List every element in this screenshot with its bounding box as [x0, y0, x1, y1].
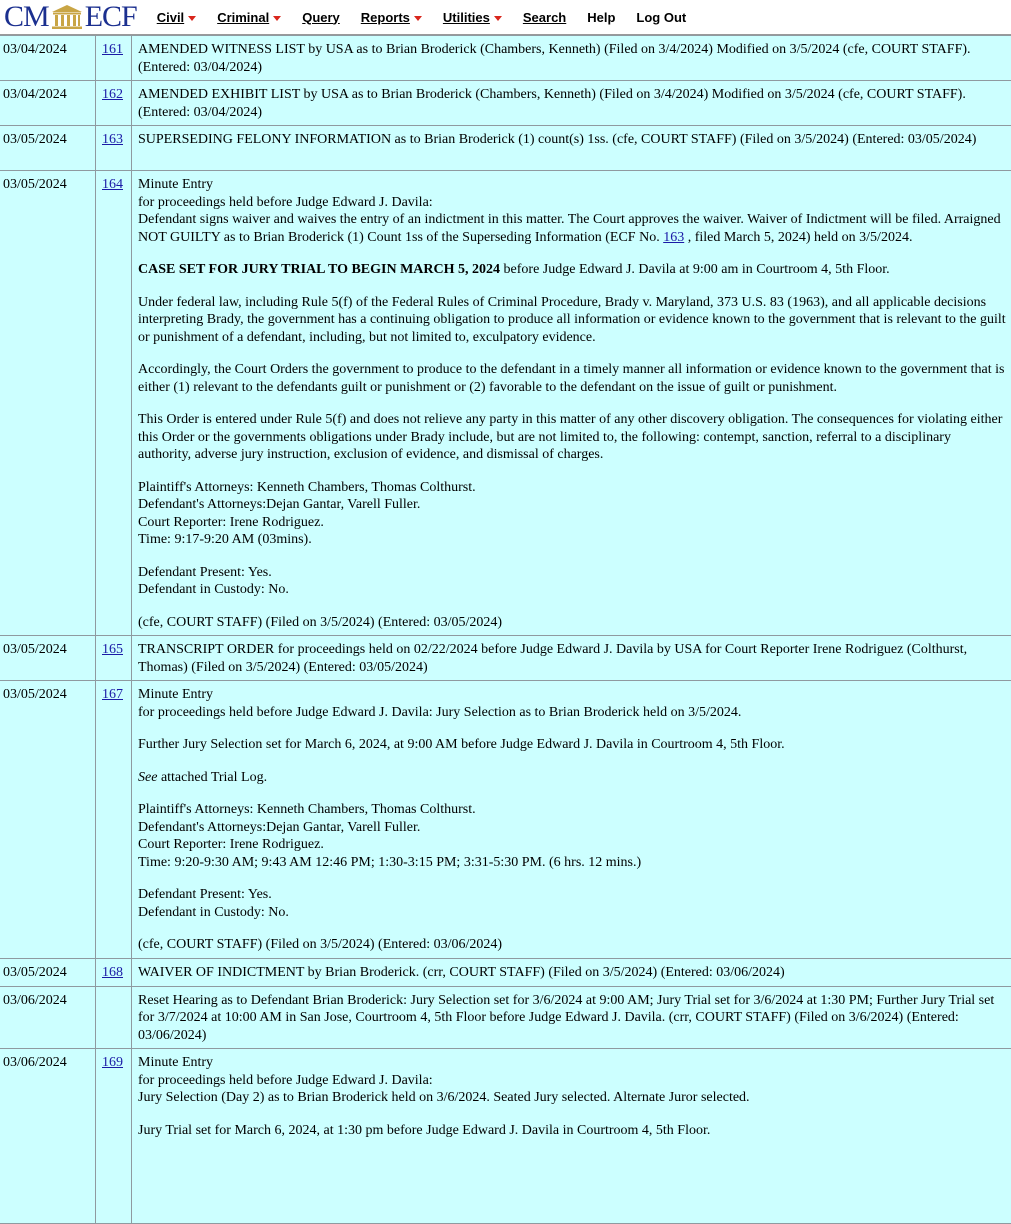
minute-entry-heading: Minute Entry: [138, 176, 1006, 194]
caret-down-icon: [188, 16, 196, 21]
entry-number-cell: [96, 81, 132, 126]
defendant-present: Defendant Present: Yes.: [138, 564, 1006, 582]
defendant-attorneys: Defendant's Attorneys:Dejan Gantar, Varell Fuller.: [138, 496, 1006, 514]
minute-entry-heading: Minute Entry: [138, 686, 1006, 704]
time-line: Time: 9:17-9:20 AM (03mins).: [138, 531, 1006, 549]
main-menu: [157, 10, 708, 25]
proceedings-line: for proceedings held before Judge Edward J. Davila:: [138, 1072, 1006, 1090]
entry-number-cell: [96, 36, 132, 81]
menu-utilities-label: Utilities: [443, 10, 490, 25]
jury-trial-set: Jury Trial set for March 6, 2024, at 1:30 pm before Judge Edward J. Davila in Courtroom 4, 5th Floor.: [138, 1122, 1006, 1140]
rule-5f-paragraph: This Order is entered under Rule 5(f) and does not relieve any party in this matter of any other discovery obligation. The consequences for violating either this Order or the governments obligations under Brady include, but are not limited to, the following: contempt, sanction, referral to a disciplinary authority, adverse jury instruction, exclusion of evidence, and dismissal of charges.: [138, 411, 1006, 464]
defendant-attorneys: Defendant's Attorneys:Dejan Gantar, Varell Fuller.: [138, 819, 1006, 837]
court-reporter: Court Reporter: Irene Rodriguez.: [138, 836, 1006, 854]
table-row: [0, 636, 1011, 681]
entry-text: SUPERSEDING FELONY INFORMATION as to Brian Broderick (1) count(s) 1ss. (cfe, COURT STAFF) (Filed on 3/5/2024) (Entered: 03/05/2024): [132, 126, 1011, 171]
menu-logout-label: Log Out: [636, 10, 686, 25]
minute-entry-heading: Minute Entry: [138, 1054, 1006, 1072]
menu-reports[interactable]: [361, 10, 422, 25]
entry-text: [132, 681, 1011, 959]
menu-query-label: Query: [302, 10, 340, 25]
entry-number-link[interactable]: 169: [102, 1055, 123, 1070]
table-row: [0, 126, 1011, 171]
court-orders-paragraph: Accordingly, the Court Orders the government to produce to the defendant in a timely manner all information or evidence known to the government that is either (1) relevant to the defendants guilt or punishment or (2) favorable to the defendant on the issue of guilt or punishment.: [138, 361, 1006, 396]
docket-table: [0, 35, 1011, 1224]
courthouse-icon: [50, 3, 84, 31]
entry-date: 03/05/2024: [0, 958, 96, 986]
entry-date: 03/05/2024: [0, 126, 96, 171]
entry-text: Reset Hearing as to Defendant Brian Broderick: Jury Selection set for 3/6/2024 at 9:00 AM; Jury Trial set for 3/6/2024 at 1:30 PM; Further Jury Trial set for 3/7/2024 at 10:00 AM in San Jose, Courtroom 4, 5th Floor before Judge Edward J. Davila. (crr, COURT STAFF) (Filed on 3/6/2024) (Entered: 03/06/2024): [132, 986, 1011, 1049]
menu-civil-label: Civil: [157, 10, 184, 25]
entry-number-link[interactable]: 164: [102, 177, 123, 192]
entry-number-link[interactable]: 165: [102, 642, 123, 657]
attorneys-block: [138, 801, 1006, 871]
top-nav-bar: [0, 0, 1011, 35]
table-row: [0, 958, 1011, 986]
menu-criminal[interactable]: [217, 10, 281, 25]
menu-help[interactable]: [587, 10, 615, 25]
entry-date: 03/05/2024: [0, 171, 96, 636]
entry-text: AMENDED WITNESS LIST by USA as to Brian Broderick (Chambers, Kenneth) (Filed on 3/4/2024) Modified on 3/5/2024 (cfe, COURT STAFF). (Entered: 03/04/2024): [132, 36, 1011, 81]
ecf-163-link[interactable]: 163: [663, 230, 684, 245]
caret-down-icon: [414, 16, 422, 21]
proceedings-line: for proceedings held before Judge Edward J. Davila: Jury Selection as to Brian Broderick held on 3/5/2024.: [138, 704, 1006, 722]
arraignment-text-start: Defendant signs waiver and waives the entry of an indictment in this matter. The Court approves the waiver. Waiver of Indictment will be filed. Arraigned NOT GUILTY as to Brian Broderick (1) Count 1ss of the Superseding Information (ECF No.: [138, 212, 1001, 245]
menu-civil[interactable]: [157, 10, 196, 25]
plaintiff-attorneys: Plaintiff's Attorneys: Kenneth Chambers, Thomas Colthurst.: [138, 479, 1006, 497]
caret-down-icon: [494, 16, 502, 21]
table-row: [0, 986, 1011, 1049]
entry-date: 03/06/2024: [0, 986, 96, 1049]
menu-search[interactable]: [523, 10, 566, 25]
entry-date: 03/05/2024: [0, 681, 96, 959]
cmecf-logo[interactable]: [0, 0, 137, 34]
menu-reports-label: Reports: [361, 10, 410, 25]
menu-search-label: Search: [523, 10, 566, 25]
entry-footer: (cfe, COURT STAFF) (Filed on 3/5/2024) (Entered: 03/05/2024): [138, 614, 1006, 632]
proceedings-line: for proceedings held before Judge Edward J. Davila:: [138, 194, 1006, 212]
attorneys-block: [138, 479, 1006, 549]
entry-text: [132, 171, 1011, 636]
table-row: [0, 81, 1011, 126]
menu-query[interactable]: [302, 10, 340, 25]
jury-selection-line: Jury Selection (Day 2) as to Brian Broderick held on 3/6/2024. Seated Jury selected. Alternate Juror selected.: [138, 1089, 1006, 1107]
trial-log-note: [138, 769, 1006, 787]
defendant-custody: Defendant in Custody: No.: [138, 904, 1006, 922]
entry-date: 03/06/2024: [0, 1049, 96, 1224]
entry-number-link[interactable]: 167: [102, 687, 123, 702]
entry-date: 03/04/2024: [0, 81, 96, 126]
logo-text-left: CM: [4, 0, 49, 34]
table-row: [0, 681, 1011, 959]
plaintiff-attorneys: Plaintiff's Attorneys: Kenneth Chambers, Thomas Colthurst.: [138, 801, 1006, 819]
table-row: [0, 36, 1011, 81]
entry-date: 03/05/2024: [0, 636, 96, 681]
caret-down-icon: [273, 16, 281, 21]
entry-number-cell: [96, 1049, 132, 1224]
trial-log-rest: attached Trial Log.: [157, 770, 267, 785]
court-reporter: Court Reporter: Irene Rodriguez.: [138, 514, 1006, 532]
trial-notice: [138, 261, 1006, 279]
entry-number-link[interactable]: 162: [102, 87, 123, 102]
logo-text-right: ECF: [85, 0, 137, 34]
entry-number-cell: [96, 636, 132, 681]
table-row: [0, 1049, 1011, 1224]
entry-number-cell: [96, 958, 132, 986]
defendant-status: [138, 886, 1006, 921]
time-line: Time: 9:20-9:30 AM; 9:43 AM 12:46 PM; 1:30-3:15 PM; 3:31-5:30 PM. (6 hrs. 12 mins.): [138, 854, 1006, 872]
entry-number-link[interactable]: 161: [102, 42, 123, 57]
entry-number-link[interactable]: 163: [102, 132, 123, 147]
see-italic: See: [138, 770, 157, 785]
entry-text: TRANSCRIPT ORDER for proceedings held on 02/22/2024 before Judge Edward J. Davila by USA for Court Reporter Irene Rodriguez (Colthurst, Thomas) (Filed on 3/5/2024) (Entered: 03/05/2024): [132, 636, 1011, 681]
entry-text: [132, 1049, 1011, 1224]
defendant-status: [138, 564, 1006, 599]
entry-number-cell: [96, 986, 132, 1049]
entry-number-cell: [96, 171, 132, 636]
entry-text: AMENDED EXHIBIT LIST by USA as to Brian Broderick (Chambers, Kenneth) (Filed on 3/4/2024) Modified on 3/5/2024 (cfe, COURT STAFF). (Entered: 03/04/2024): [132, 81, 1011, 126]
entry-date: 03/04/2024: [0, 36, 96, 81]
entry-number-cell: [96, 126, 132, 171]
brady-paragraph: Under federal law, including Rule 5(f) of the Federal Rules of Criminal Procedure, Brady v. Maryland, 373 U.S. 83 (1963), and all applicable decisions interpreting Brady, the government has a continuing obligation to produce all information or evidence known to the government that is relevant to the guilt or punishment of a defendant, including, but not limited to, exculpatory evidence.: [138, 294, 1006, 347]
trial-notice-bold: CASE SET FOR JURY TRIAL TO BEGIN MARCH 5, 2024: [138, 262, 500, 277]
table-row: [0, 171, 1011, 636]
trial-notice-rest: before Judge Edward J. Davila at 9:00 am in Courtroom 4, 5th Floor.: [500, 262, 890, 277]
arraignment-text-end: , filed March 5, 2024) held on 3/5/2024.: [684, 230, 912, 245]
menu-help-label: Help: [587, 10, 615, 25]
further-jury-selection: Further Jury Selection set for March 6, 2024, at 9:00 AM before Judge Edward J. Davila in Courtroom 4, 5th Floor.: [138, 736, 1006, 754]
row-continuation-spacer: [138, 1139, 1006, 1219]
defendant-present: Defendant Present: Yes.: [138, 886, 1006, 904]
entry-number-cell: [96, 681, 132, 959]
menu-criminal-label: Criminal: [217, 10, 269, 25]
menu-utilities[interactable]: [443, 10, 502, 25]
entry-number-link[interactable]: 168: [102, 965, 123, 980]
arraignment-text: [138, 211, 1006, 246]
entry-text: WAIVER OF INDICTMENT by Brian Broderick. (crr, COURT STAFF) (Filed on 3/5/2024) (Entered: 03/06/2024): [132, 958, 1011, 986]
entry-footer: (cfe, COURT STAFF) (Filed on 3/5/2024) (Entered: 03/06/2024): [138, 936, 1006, 954]
defendant-custody: Defendant in Custody: No.: [138, 581, 1006, 599]
menu-logout[interactable]: [636, 10, 686, 25]
